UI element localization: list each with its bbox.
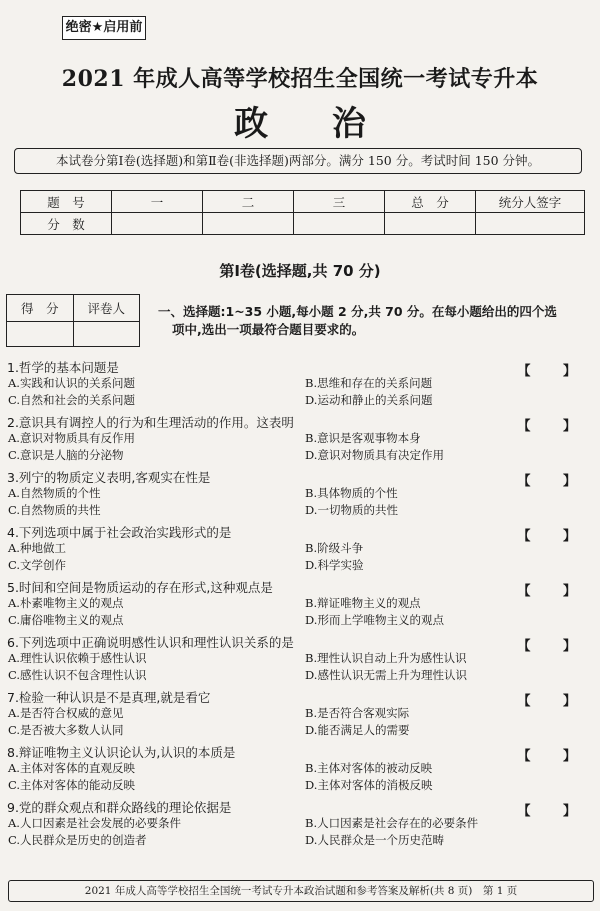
option-d: D.意识对物质具有决定作用: [305, 448, 444, 462]
question-list: [0, 358, 600, 853]
grader-table: [6, 294, 140, 347]
exam-title: 2021 年成人高等学校招生全国统一考试专升本: [61, 66, 539, 92]
question-stem: 2.意识具有调控人的行为和生理活动的作用。这表明: [7, 415, 294, 430]
option-d: D.主体对客体的消极反映: [305, 778, 433, 792]
option-c: C.文学创作: [8, 558, 67, 572]
option-c: C.意识是人脑的分泌物: [8, 448, 124, 462]
option-c: C.是否被大多数人认同: [8, 723, 124, 737]
answer-bracket[interactable]: 【 】: [517, 584, 590, 599]
grader-cell: 得 分: [7, 295, 74, 322]
section-instructions: [158, 303, 578, 339]
question-stem: 3.列宁的物质定义表明,客观实在性是: [7, 470, 211, 485]
instruction-line: 项中,选出一项最符合题目要求的。: [172, 322, 365, 337]
option-a: A.意识对物质具有反作用: [8, 431, 135, 445]
answer-bracket[interactable]: 【 】: [517, 419, 590, 434]
answer-bracket[interactable]: 【 】: [517, 694, 590, 709]
question-item: [0, 523, 600, 578]
option-b: B.人口因素是社会存在的必要条件: [305, 816, 479, 830]
score-table-value-row: [21, 213, 585, 235]
option-a: A.种地做工: [8, 541, 66, 555]
answer-bracket[interactable]: 【 】: [517, 529, 590, 544]
option-b: B.具体物质的个性: [305, 486, 398, 500]
question-stem: 9.党的群众观点和群众路线的理论依据是: [7, 800, 232, 815]
option-b: B.是否符合客观实际: [305, 706, 410, 720]
option-c: C.自然物质的共性: [8, 503, 101, 517]
grader-input-cell[interactable]: [73, 322, 140, 347]
section-title: 第Ⅰ卷(选择题,共 70 分): [219, 262, 381, 280]
score-cell: 题 号: [21, 191, 112, 213]
option-a: A.主体对客体的直观反映: [8, 761, 135, 775]
question-item: [0, 413, 600, 468]
option-d: D.形而上学唯物主义的观点: [305, 613, 444, 627]
score-table-header-row: [21, 191, 585, 213]
question-item: [0, 358, 600, 413]
grader-input-cell[interactable]: [7, 322, 74, 347]
question-item: [0, 743, 600, 798]
instruction-line: 一、选择题:1~35 小题,每小题 2 分,共 70 分。在每小题给出的四个选: [158, 304, 557, 319]
score-input-cell[interactable]: [112, 213, 203, 235]
option-c: C.庸俗唯物主义的观点: [8, 613, 124, 627]
option-c: C.感性认识不包含理性认识: [8, 668, 147, 682]
score-input-cell[interactable]: [203, 213, 294, 235]
question-stem: 8.辩证唯物主义认识论认为,认识的本质是: [7, 745, 236, 760]
score-table: [20, 190, 585, 235]
option-b: B.主体对客体的被动反映: [305, 761, 433, 775]
question-stem: 4.下列选项中属于社会政治实践形式的是: [7, 525, 232, 540]
score-cell: 统分人签字: [476, 191, 585, 213]
option-d: D.感性认识无需上升为理性认识: [305, 668, 467, 682]
score-cell: 分 数: [21, 213, 112, 235]
score-cell: 二: [203, 191, 294, 213]
question-stem: 7.检验一种认识是不是真理,就是看它: [7, 690, 211, 705]
option-a: A.实践和认识的关系问题: [8, 376, 135, 390]
option-d: D.运动和静止的关系问题: [305, 393, 433, 407]
score-cell: 三: [294, 191, 385, 213]
answer-bracket[interactable]: 【 】: [517, 364, 590, 379]
question-item: [0, 578, 600, 633]
option-d: D.能否满足人的需要: [305, 723, 410, 737]
option-c: C.自然和社会的关系问题: [8, 393, 136, 407]
option-a: A.朴素唯物主义的观点: [8, 596, 124, 610]
question-item: [0, 468, 600, 523]
score-input-cell[interactable]: [385, 213, 476, 235]
option-a: A.是否符合权威的意见: [8, 706, 124, 720]
subject-title: 政 治: [234, 104, 392, 144]
option-d: D.人民群众是一个历史范畴: [305, 833, 444, 847]
question-stem: 5.时间和空间是物质运动的存在形式,这种观点是: [7, 580, 273, 595]
grader-cell: 评卷人: [73, 295, 140, 322]
score-input-cell[interactable]: [476, 213, 585, 235]
confidential-badge: 绝密★启用前: [62, 16, 146, 40]
score-input-cell[interactable]: [294, 213, 385, 235]
question-item: [0, 633, 600, 688]
option-b: B.阶级斗争: [305, 541, 364, 555]
question-stem: 6.下列选项中正确说明感性认识和理性认识关系的是: [7, 635, 294, 650]
option-a: A.自然物质的个性: [8, 486, 101, 500]
exam-note: 本试卷分第Ⅰ卷(选择题)和第Ⅱ卷(非选择题)两部分。满分 150 分。考试时间 150 分钟。: [14, 148, 582, 174]
question-item: [0, 798, 600, 853]
option-a: A.人口因素是社会发展的必要条件: [8, 816, 181, 830]
option-b: B.辩证唯物主义的观点: [305, 596, 421, 610]
option-a: A.理性认识依赖于感性认识: [8, 651, 147, 665]
question-item: [0, 688, 600, 743]
score-cell: 一: [112, 191, 203, 213]
option-b: B.思维和存在的关系问题: [305, 376, 433, 390]
answer-bracket[interactable]: 【 】: [517, 749, 590, 764]
answer-bracket[interactable]: 【 】: [517, 474, 590, 489]
option-b: B.理性认识自动上升为感性认识: [305, 651, 467, 665]
option-b: B.意识是客观事物本身: [305, 431, 421, 445]
question-stem: 1.哲学的基本问题是: [7, 360, 119, 375]
score-cell: 总 分: [385, 191, 476, 213]
option-d: D.科学实验: [305, 558, 364, 572]
option-d: D.一切物质的共性: [305, 503, 398, 517]
page-footer: 2021 年成人高等学校招生全国统一考试专升本政治试题和参考答案及解析(共 8 页) 第 1 页: [8, 880, 594, 902]
answer-bracket[interactable]: 【 】: [517, 804, 590, 819]
option-c: C.人民群众是历史的创造者: [8, 833, 147, 847]
answer-bracket[interactable]: 【 】: [517, 639, 590, 654]
option-c: C.主体对客体的能动反映: [8, 778, 136, 792]
